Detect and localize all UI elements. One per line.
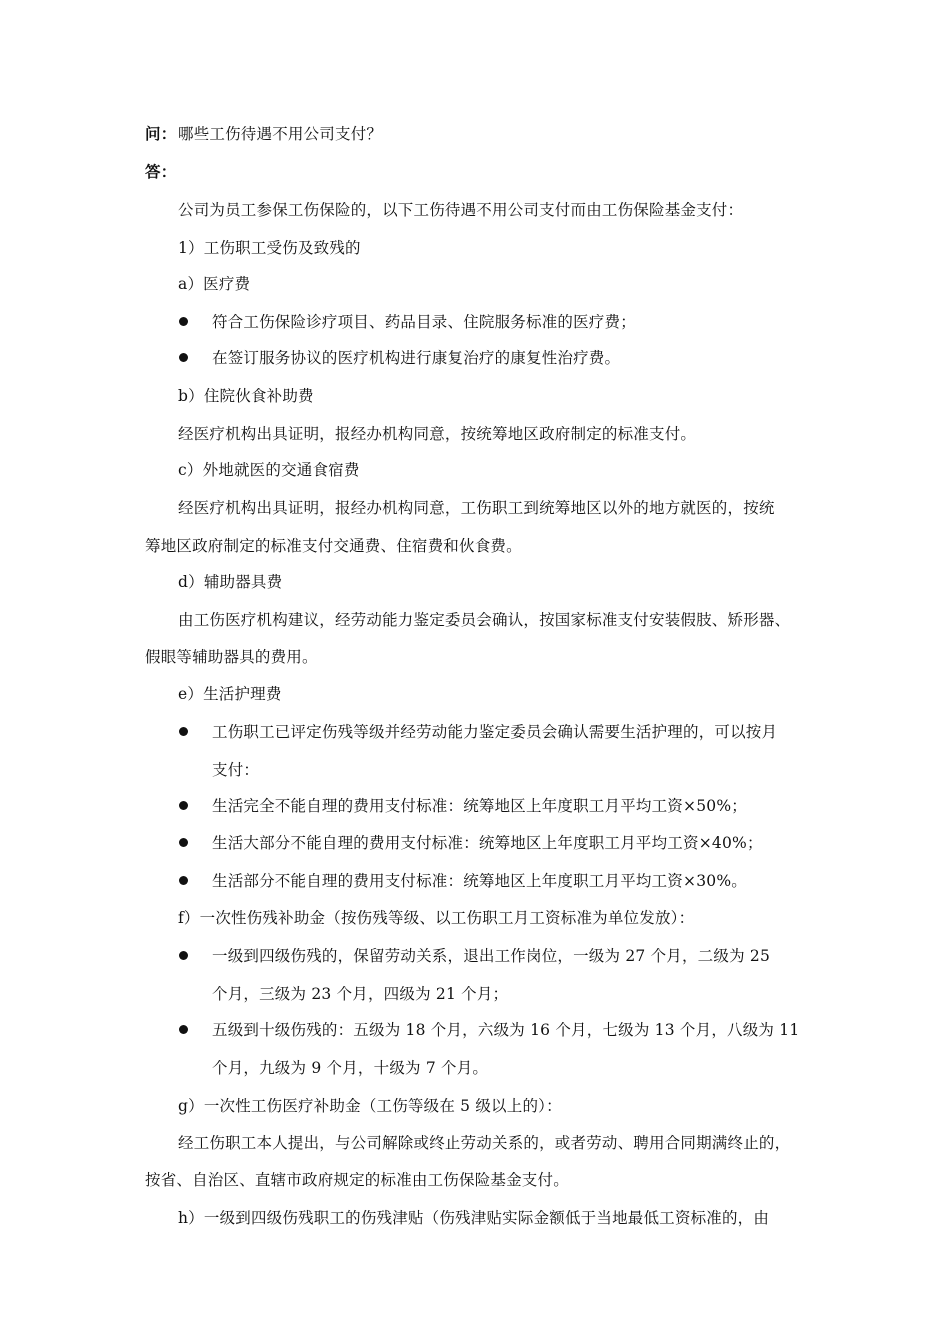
bullet-icon bbox=[179, 1025, 188, 1034]
item-f-bullet-2-line-2: 个月，九级为 9 个月，十级为 7 个月。 bbox=[212, 1059, 489, 1077]
bullet-icon bbox=[179, 353, 188, 362]
bullet-icon bbox=[179, 317, 188, 326]
item-h-title-line-1: h）一级到四级伤残职工的伤残津贴（伤残津贴实际金额低于当地最低工资标准的，由 bbox=[178, 1209, 770, 1227]
item-f-title: f）一次性伤残补助金（按伤残等级、以工伤职工月工资标准为单位发放）： bbox=[178, 909, 695, 927]
section-1-title: 1）工伤职工受伤及致残的 bbox=[178, 239, 361, 257]
item-g-title: g）一次性工伤医疗补助金（工伤等级在 5 级以上的）： bbox=[178, 1097, 562, 1115]
item-e-bullet-1-line-1: 工伤职工已评定伤残等级并经劳动能力鉴定委员会确认需要生活护理的，可以按月 bbox=[212, 723, 778, 741]
item-g-text-line-2: 按省、自治区、直辖市政府规定的标准由工伤保险基金支付。 bbox=[145, 1171, 569, 1189]
question-label: 问： bbox=[145, 124, 177, 143]
bullet-icon bbox=[179, 876, 188, 885]
item-c-text-line-1: 经医疗机构出具证明，报经办机构同意，工伤职工到统筹地区以外的地方就医的，按统 bbox=[178, 499, 775, 517]
answer-intro: 公司为员工参保工伤保险的，以下工伤待遇不用公司支付而由工伤保险基金支付： bbox=[178, 201, 744, 219]
item-e-bullet-3: 生活大部分不能自理的费用支付标准：统筹地区上年度职工月平均工资×40%； bbox=[212, 834, 763, 852]
item-a-title: a）医疗费 bbox=[178, 275, 251, 293]
item-b-title: b）住院伙食补助费 bbox=[178, 387, 314, 405]
item-f-bullet-1-line-1: 一级到四级伤残的，保留劳动关系，退出工作岗位，一级为 27 个月，二级为 25 bbox=[212, 947, 771, 965]
item-f-bullet-1-line-2: 个月，三级为 23 个月，四级为 21 个月； bbox=[212, 985, 509, 1003]
item-d-text-line-2: 假眼等辅助器具的费用。 bbox=[145, 648, 318, 666]
item-a-bullet-1: 符合工伤保险诊疗项目、药品目录、住院服务标准的医疗费； bbox=[212, 313, 636, 331]
item-e-bullet-1-line-2: 支付： bbox=[212, 761, 260, 779]
item-g-text-line-1: 经工伤职工本人提出，与公司解除或终止劳动关系的，或者劳动、聘用合同期满终止的， bbox=[178, 1134, 791, 1152]
item-b-text: 经医疗机构出具证明，报经办机构同意，按统筹地区政府制定的标准支付。 bbox=[178, 425, 697, 443]
item-f-bullet-2-line-1: 五级到十级伤残的：五级为 18 个月，六级为 16 个月，七级为 13 个月，八级为 11 bbox=[212, 1021, 800, 1039]
bullet-icon bbox=[179, 838, 188, 847]
item-c-title: c）外地就医的交通食宿费 bbox=[178, 461, 360, 479]
item-a-bullet-2: 在签订服务协议的医疗机构进行康复治疗的康复性治疗费。 bbox=[212, 349, 621, 367]
item-d-title: d）辅助器具费 bbox=[178, 573, 283, 591]
question-text: 哪些工伤待遇不用公司支付？ bbox=[178, 125, 383, 143]
item-d-text-line-1: 由工伤医疗机构建议，经劳动能力鉴定委员会确认，按国家标准支付安装假肢、矫形器、 bbox=[178, 611, 791, 629]
answer-label: 答： bbox=[145, 162, 177, 181]
item-e-bullet-4: 生活部分不能自理的费用支付标准：统筹地区上年度职工月平均工资×30%。 bbox=[212, 872, 747, 890]
item-e-title: e）生活护理费 bbox=[178, 685, 282, 703]
item-c-text-line-2: 筹地区政府制定的标准支付交通费、住宿费和伙食费。 bbox=[145, 537, 522, 555]
bullet-icon bbox=[179, 801, 188, 810]
bullet-icon bbox=[179, 727, 188, 736]
bullet-icon bbox=[179, 951, 188, 960]
item-e-bullet-2: 生活完全不能自理的费用支付标准：统筹地区上年度职工月平均工资×50%； bbox=[212, 797, 747, 815]
